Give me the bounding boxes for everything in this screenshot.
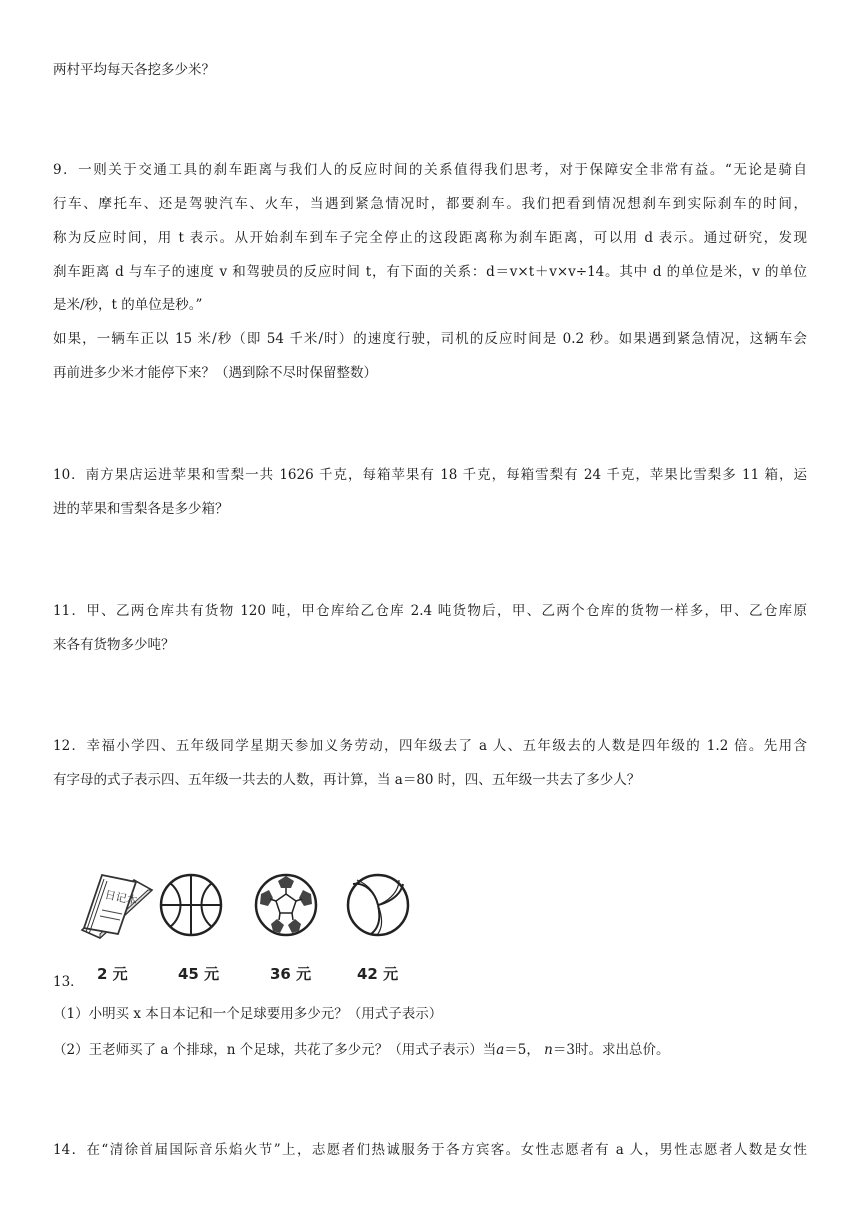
- volleyball-price: 42 元: [357, 965, 399, 983]
- notebook-price: 2 元: [97, 965, 128, 983]
- question-13-part-1: （1）小明买 x 本日本记和一个足球要用多少元？（用式子表示）: [53, 1006, 443, 1022]
- question-13-number: 13．: [53, 974, 84, 990]
- question-8-tail: 两村平均每天各挖多少米？: [53, 62, 215, 78]
- eq-a: ＝5: [504, 1042, 527, 1058]
- question-11-line: 11．甲、乙两仓库共有货物 120 吨，甲仓库给乙仓库 2.4 吨货物后，甲、乙两个仓库的货物一样多，甲、乙仓库原: [53, 603, 807, 619]
- question-9-line: 如果，一辆车正以 15 米/秒（即 54 千米/时）的速度行驶，司机的反应时间是 0.2 秒。如果遇到紧急情况，这辆车会: [53, 331, 807, 347]
- question-14-line: 14．在“清徐首届国际音乐焰火节”上，志愿者们热诚服务于各方宾客。女性志愿者有 a 人，男性志愿者人数是女性: [53, 1142, 807, 1158]
- question-9-line: 刹车距离 d 与车子的速度 v 和驾驶员的反应时间 t，有下面的关系：d＝v×t＋v×v÷14。其中 d 的单位是米，v 的单位: [53, 264, 807, 280]
- question-11-line: 来各有货物多少吨？: [53, 637, 175, 653]
- volleyball-icon: [345, 872, 411, 938]
- soccer-ball-price: 36 元: [270, 965, 312, 983]
- question-13-part-2: （2）王老师买了 a 个排球，n 个足球，共花了多少元？（用式子表示）当a＝5， n＝3时。求出总价。: [53, 1042, 670, 1058]
- notebook-icon: [78, 870, 156, 942]
- question-9-line: 称为反应时间，用 t 表示。从开始刹车到车子完全停止的这段距离称为刹车距离，可以用 d 表示。通过研究，发现: [53, 230, 807, 246]
- question-9-line: 9．一则关于交通工具的刹车距离与我们人的反应时间的关系值得我们思考，对于保障安全非常有益。“无论是骑自: [53, 162, 807, 178]
- question-9-line: 行车、摩托车、还是驾驶汽车、火车，当遇到紧急情况时，都要刹车。我们把看到情况想刹车到实际刹车的时间，: [53, 196, 807, 212]
- var-n: n: [544, 1042, 553, 1058]
- part-2-end: 时。求出总价。: [574, 1042, 670, 1058]
- question-10-line: 10．南方果店运进苹果和雪梨一共 1626 千克，每箱苹果有 18 千克，每箱雪梨有 24 千克，苹果比雪梨多 11 箱，运: [53, 467, 807, 483]
- part-2-text: （2）王老师买了 a 个排球，n 个足球，共花了多少元？（用式子表示）当: [53, 1042, 497, 1058]
- notebook-label: 日记本: [103, 888, 139, 908]
- basketball-price: 45 元: [178, 965, 220, 983]
- question-9-line: 是米/秒，t 的单位是秒。”: [53, 297, 203, 313]
- var-a: a: [496, 1042, 505, 1058]
- eq-n: ＝3: [552, 1042, 575, 1058]
- soccer-ball-icon: [253, 872, 319, 938]
- question-12-line: 12．幸福小学四、五年级同学星期天参加义务劳动，四年级去了 a 人、五年级去的人数是四年级的 1.2 倍。先用含: [53, 738, 807, 754]
- question-10-line: 进的苹果和雪梨各是多少箱？: [53, 501, 229, 517]
- question-12-line: 有字母的式子表示四、五年级一共去的人数，再计算，当 a＝80 时，四、五年级一共去了多少人？: [53, 772, 641, 788]
- question-9-line: 再前进多少米才能停下来？（遇到除不尽时保留整数）: [53, 365, 377, 381]
- basketball-icon: [158, 872, 224, 938]
